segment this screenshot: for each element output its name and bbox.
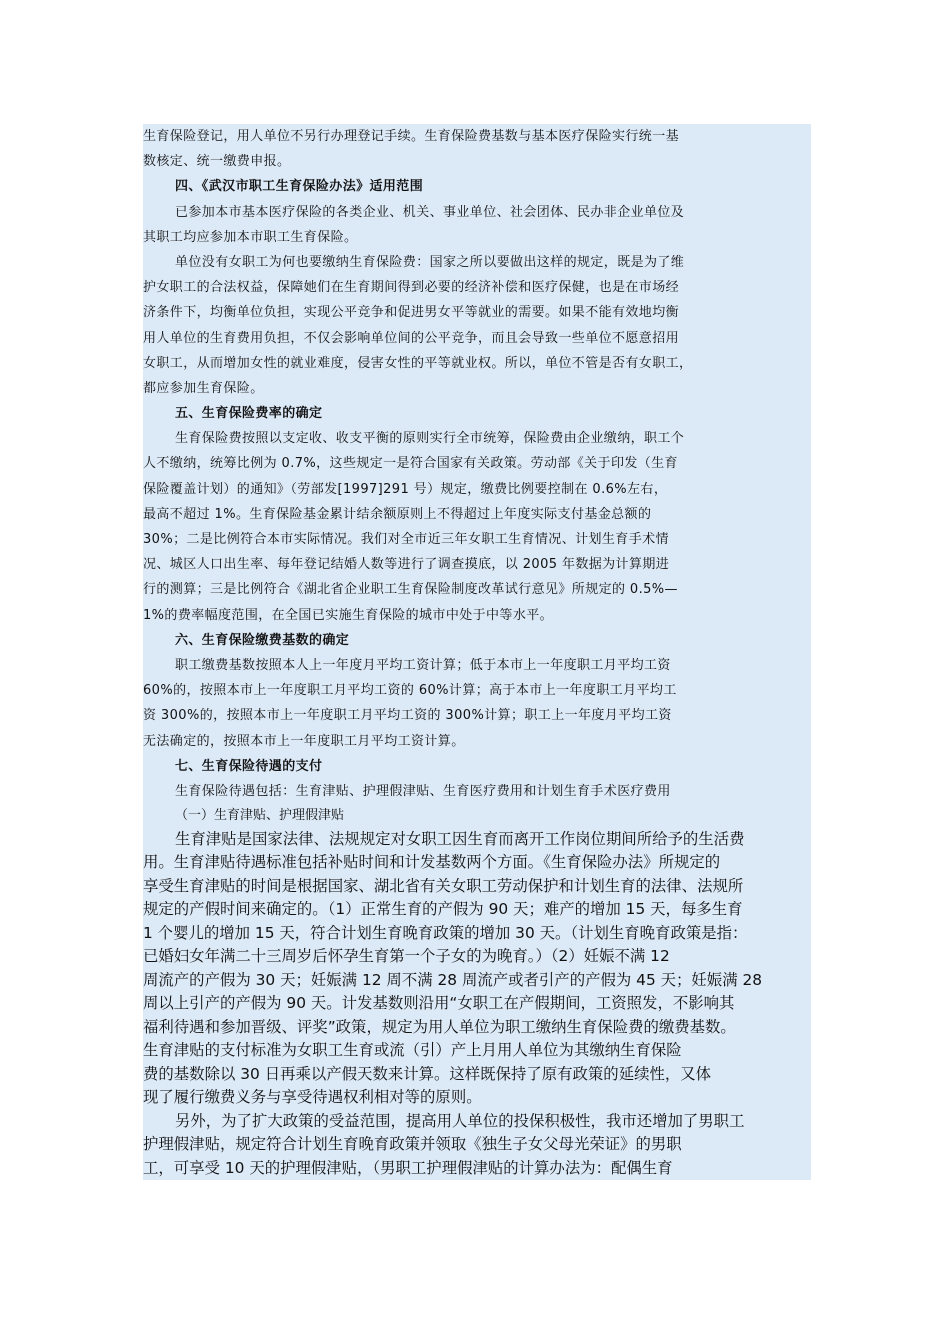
text-line: 护女职工的合法权益，保障她们在生育期间得到必要的经济补偿和医疗保健，也是在市场经 xyxy=(143,280,680,296)
subheading-maternity-allowance: （一）生育津贴、护理假津贴 xyxy=(175,808,345,824)
text-line: 另外，为了扩大政策的受益范围，提高用人单位的投保积极性，我市还增加了男职工 xyxy=(175,1111,745,1130)
text-line: 生育津贴是国家法律、法规规定对女职工因生育而离开工作岗位期间所给予的生活费 xyxy=(175,829,745,848)
policy-text-section xyxy=(143,124,811,804)
text-line: 已婚妇女年满二十三周岁后怀孕生育第一个子女的为晚育。）（2）妊娠不满 12 xyxy=(143,947,670,966)
paragraph-maternity-allowance xyxy=(143,828,811,1110)
text-line: 工，可享受 10 天的护理假津贴，（男职工护理假津贴的计算办法为：配偶生育 xyxy=(143,1158,673,1177)
text-line: 人不缴纳，统筹比例为 0.7%，这些规定一是符合国家有关政策。劳动部《关于印发（生育 xyxy=(143,456,678,472)
text-line: 用人单位的生育费用负担，不仅会影响单位间的公平竞争，而且会导致一些单位不愿意招用 xyxy=(143,330,680,346)
section-heading: 七、生育保险待遇的支付 xyxy=(175,758,323,774)
text-line: 最高不超过 1%。生育保险基金累计结余额原则上不得超过上年度实际支付基金总额的 xyxy=(143,506,652,522)
text-line: 现了履行缴费义务与享受待遇权利相对等的原则。 xyxy=(143,1088,482,1107)
maternity-allowance-section xyxy=(143,804,811,1180)
text-line: 费的基数除以 30 日再乘以产假天数来计算。这样既保持了原有政策的延续性，又体 xyxy=(143,1064,712,1083)
text-line: 况、城区人口出生率、每年登记结婚人数等进行了调查摸底，以 2005 年数据为计算期进 xyxy=(143,557,670,573)
text-line: 1%的费率幅度范围，在全国已实施生育保险的城市中处于中等水平。 xyxy=(143,607,554,623)
text-line: 行的测算；三是比例符合《湖北省企业职工生育保险制度改革试行意见》所规定的 0.5%— xyxy=(143,582,678,598)
text-line: 护理假津贴，规定符合计划生育晚育政策并领取《独生子女父母光荣证》的男职 xyxy=(143,1135,682,1154)
text-line: 生育津贴的支付标准为女职工生育或流（引）产上月用人单位为其缴纳生育保险 xyxy=(143,1041,682,1060)
text-line: 30%；二是比例符合本市实际情况。我们对全市近三年女职工生育情况、计划生育手术情 xyxy=(143,532,669,547)
text-line: 周以上引产的产假为 90 天。计发基数则沿用“女职工在产假期间，工资照发，不影响其 xyxy=(143,994,735,1013)
text-line: 数核定、统一缴费申报。 xyxy=(143,154,291,170)
text-line: 生育保险登记，用人单位不另行办理登记手续。生育保险费基数与基本医疗保险实行统一基 xyxy=(143,129,680,144)
text-line: 周流产的产假为 30 天；妊娠满 12 周不满 28 周流产或者引产的产假为 45 天；妊娠满 28 xyxy=(143,970,763,989)
text-line: 用。生育津贴待遇标准包括补贴时间和计发基数两个方面。《生育保险办法》所规定的 xyxy=(143,853,721,872)
text-line: 60%的，按照本市上一年度职工月平均工资的 60%计算；高于本市上一年度职工月平均工 xyxy=(143,683,677,699)
text-line: 职工缴费基数按照本人上一年度月平均工资计算；低于本市上一年度职工月平均工资 xyxy=(175,657,671,673)
text-line: 单位没有女职工为何也要缴纳生育保险费：国家之所以要做出这样的规定，既是为了维 xyxy=(175,254,685,270)
text-line: 已参加本市基本医疗保险的各类企业、机关、事业单位、社会团体、民办非企业单位及 xyxy=(175,204,685,220)
section-heading: 五、生育保险费率的确定 xyxy=(175,406,323,422)
section-heading: 四、《武汉市职工生育保险办法》适用范围 xyxy=(175,179,424,195)
document-body xyxy=(143,124,811,1180)
text-line: 福利待遇和参加晋级、评奖”政策，规定为用人单位为职工缴纳生育保险费的缴费基数。 xyxy=(143,1017,736,1036)
text-line: 生育保险费按照以支定收、收支平衡的原则实行全市统筹，保险费由企业缴纳，职工个 xyxy=(175,431,685,447)
text-line: 女职工，从而增加女性的就业难度，侵害女性的平等就业权。所以，单位不管是否有女职工， xyxy=(143,355,693,371)
text-line: 其职工均应参加本市职工生育保险。 xyxy=(143,229,358,245)
paragraph-paternity-allowance xyxy=(143,1110,811,1181)
text-line: 都应参加生育保险。 xyxy=(143,380,264,396)
text-line: 1 个婴儿的增加 15 天，符合计划生育晚育政策的增加 30 天。（计划生育晚育政策是指： xyxy=(143,923,748,942)
text-line: 生育保险待遇包括：生育津贴、护理假津贴、生育医疗费用和计划生育手术医疗费用 xyxy=(175,783,671,799)
text-line: 无法确定的，按照本市上一年度职工月平均工资计算。 xyxy=(143,733,465,749)
text-line: 保险覆盖计划）的通知》（劳部发[1997]291 号）规定，缴费比例要控制在 0.6%左右， xyxy=(143,481,668,497)
text-line: 享受生育津贴的时间是根据国家、湖北省有关女职工劳动保护和计划生育的法律、法规所 xyxy=(143,876,744,895)
text-line: 济条件下，均衡单位负担，实现公平竞争和促进男女平等就业的需要。如果不能有效地均衡 xyxy=(143,305,680,321)
text-line: 规定的产假时间来确定的。（1）正常生育的产假为 90 天；难产的增加 15 天，每多生育 xyxy=(143,900,743,919)
text-line: 资 300%的，按照本市上一年度职工月平均工资的 300%计算；职工上一年度月平均工资 xyxy=(143,708,672,724)
section-heading: 六、生育保险缴费基数的确定 xyxy=(175,632,350,648)
